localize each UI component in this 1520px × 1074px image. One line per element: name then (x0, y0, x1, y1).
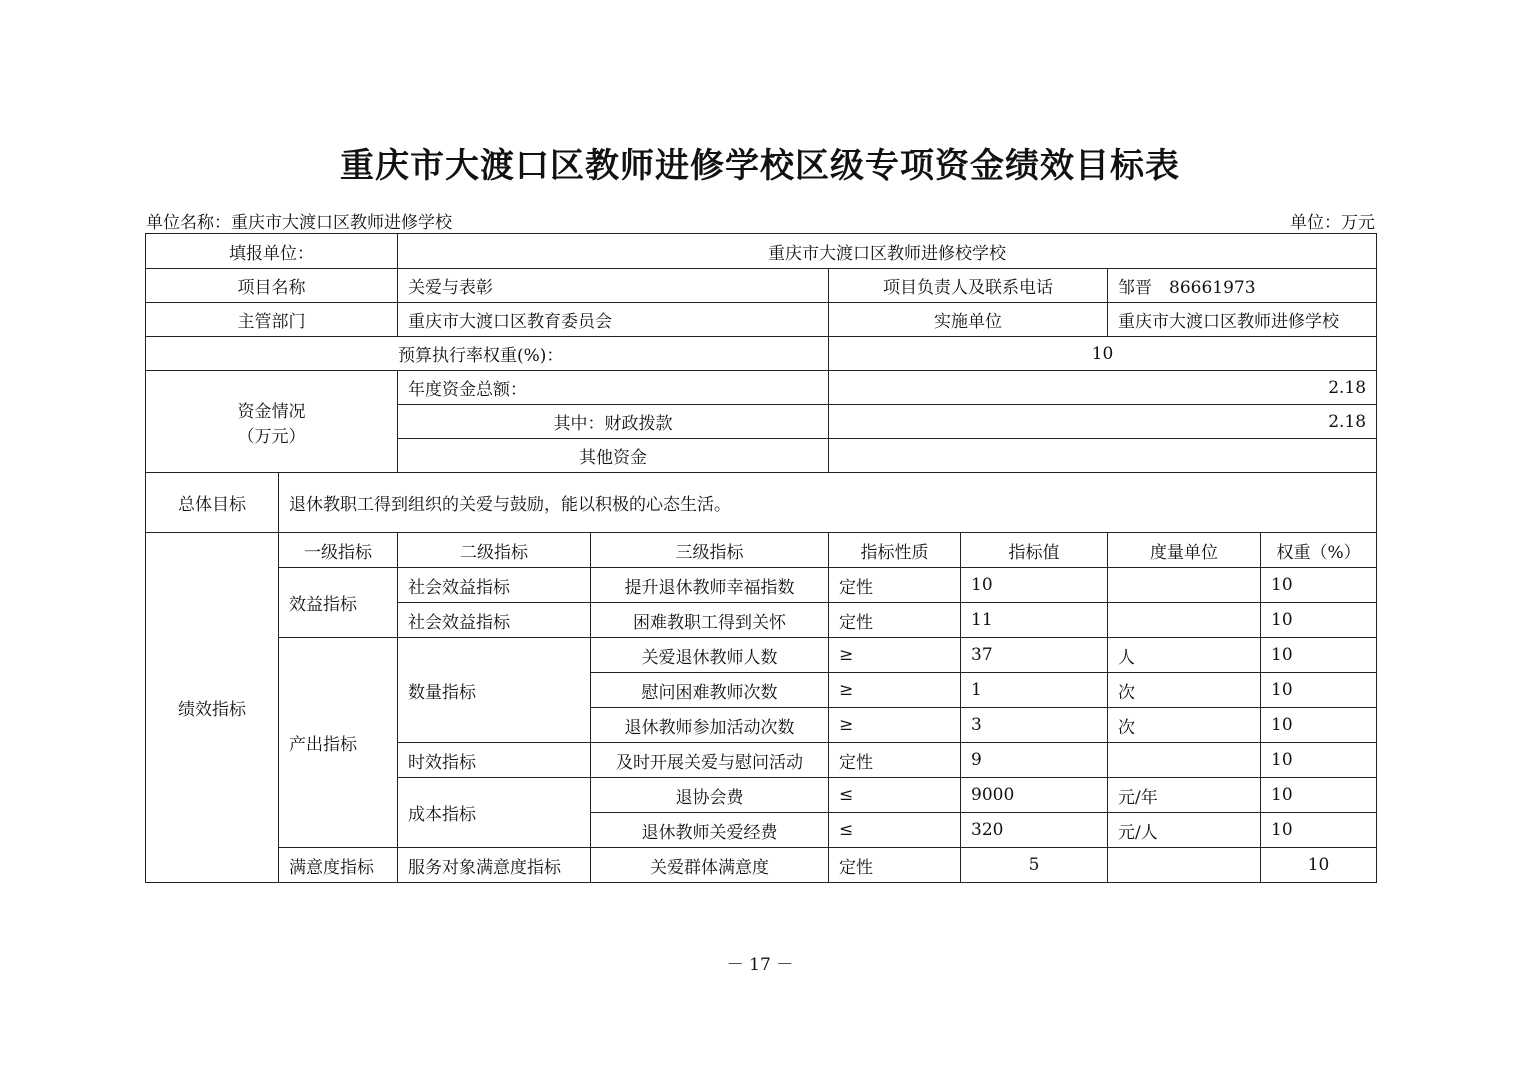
annual-total-label: 年度资金总额： (398, 371, 829, 405)
group-cost: 成本指标 (398, 778, 591, 848)
group-timeliness: 时效指标 (398, 743, 591, 778)
table-row (146, 371, 1377, 405)
other-label: 其他资金 (398, 439, 829, 473)
impl-label: 实施单位 (829, 303, 1108, 337)
l3-cell: 关爱退休教师人数 (591, 638, 829, 673)
performance-table (145, 233, 1377, 883)
value-cell: 11 (961, 603, 1108, 638)
header-cell: 权重（%） (1261, 533, 1377, 568)
l2-cell: 社会效益指标 (398, 568, 591, 603)
value-cell: 10 (961, 568, 1108, 603)
budget-rate-label: 预算执行率权重(%)： (146, 337, 829, 371)
nature-cell: ≥ (829, 638, 961, 673)
unit-name: 单位名称：重庆市大渡口区教师进修学校 (146, 213, 452, 233)
report-unit-value: 重庆市大渡口区教师进修校学校 (398, 234, 1377, 269)
page-title: 重庆市大渡口区教师进修学校区级专项资金绩效目标表 (340, 146, 1180, 186)
weight-cell: 10 (1261, 813, 1377, 848)
group-quantity: 数量指标 (398, 638, 591, 743)
impl-value: 重庆市大渡口区教师进修学校 (1108, 303, 1377, 337)
group-output: 产出指标 (279, 638, 398, 848)
table-row (146, 269, 1377, 303)
unit-cell: 次 (1108, 673, 1261, 708)
l2-cell: 服务对象满意度指标 (398, 848, 591, 883)
unit-cell (1108, 603, 1261, 638)
value-cell: 5 (961, 848, 1108, 883)
header-cell: 三级指标 (591, 533, 829, 568)
header-cell: 二级指标 (398, 533, 591, 568)
weight-cell: 10 (1261, 778, 1377, 813)
unit-cell (1108, 848, 1261, 883)
l3-cell: 困难教职工得到关怀 (591, 603, 829, 638)
dept-value: 重庆市大渡口区教育委员会 (398, 303, 829, 337)
nature-cell: ≤ (829, 778, 961, 813)
unit-cell: 元/人 (1108, 813, 1261, 848)
l3-cell: 慰问困难教师次数 (591, 673, 829, 708)
table-row (146, 303, 1377, 337)
l3-cell: 退协会费 (591, 778, 829, 813)
nature-cell: 定性 (829, 603, 961, 638)
perf-label: 绩效指标 (146, 533, 279, 883)
contact-label: 项目负责人及联系电话 (829, 269, 1108, 303)
fiscal-value: 2.18 (829, 405, 1377, 439)
unit-cell: 次 (1108, 708, 1261, 743)
header-cell: 一级指标 (279, 533, 398, 568)
value-cell: 1 (961, 673, 1108, 708)
contact-value: 邹晋 86661973 (1108, 269, 1377, 303)
nature-cell: 定性 (829, 568, 961, 603)
weight-cell: 10 (1261, 568, 1377, 603)
unit-cell: 人 (1108, 638, 1261, 673)
unit-cell (1108, 568, 1261, 603)
weight-cell: 10 (1261, 848, 1377, 883)
nature-cell: ≤ (829, 813, 961, 848)
weight-cell: 10 (1261, 673, 1377, 708)
fund-label-line2: （万元） (237, 426, 306, 447)
weight-cell: 10 (1261, 708, 1377, 743)
nature-cell: ≥ (829, 673, 961, 708)
header-row (146, 533, 1377, 568)
weight-cell: 10 (1261, 743, 1377, 778)
value-cell: 37 (961, 638, 1108, 673)
header-cell: 度量单位 (1108, 533, 1261, 568)
unit-cell (1108, 743, 1261, 778)
l2-cell: 社会效益指标 (398, 603, 591, 638)
l3-cell: 及时开展关爱与慰问活动 (591, 743, 829, 778)
overall-value: 退休教职工得到组织的关爱与鼓励，能以积极的心态生活。 (279, 473, 1377, 533)
project-name-label: 项目名称 (146, 269, 398, 303)
dept-label: 主管部门 (146, 303, 398, 337)
weight-cell: 10 (1261, 638, 1377, 673)
l3-cell: 关爱群体满意度 (591, 848, 829, 883)
header-cell: 指标性质 (829, 533, 961, 568)
table-row (146, 234, 1377, 269)
l3-cell: 提升退休教师幸福指数 (591, 568, 829, 603)
fund-label-line1: 资金情况 (237, 401, 306, 422)
value-cell: 9000 (961, 778, 1108, 813)
value-cell: 9 (961, 743, 1108, 778)
value-cell: 3 (961, 708, 1108, 743)
unit-cell: 元/年 (1108, 778, 1261, 813)
project-name-value: 关爱与表彰 (398, 269, 829, 303)
fund-label (146, 371, 398, 473)
table-row (146, 638, 1377, 673)
page-number: － 17 － (726, 955, 794, 975)
l3-cell: 退休教师参加活动次数 (591, 708, 829, 743)
nature-cell: 定性 (829, 743, 961, 778)
table-row (146, 848, 1377, 883)
table-row (146, 568, 1377, 603)
overall-label: 总体目标 (146, 473, 279, 533)
group-benefit: 效益指标 (279, 568, 398, 638)
group-satisfaction: 满意度指标 (279, 848, 398, 883)
nature-cell: 定性 (829, 848, 961, 883)
table-row (146, 337, 1377, 371)
value-cell: 320 (961, 813, 1108, 848)
report-unit-label: 填报单位： (146, 234, 398, 269)
annual-total-value: 2.18 (829, 371, 1377, 405)
nature-cell: ≥ (829, 708, 961, 743)
unit-label: 单位：万元 (1290, 213, 1375, 233)
fiscal-label: 其中：财政拨款 (398, 405, 829, 439)
table-row (146, 473, 1377, 533)
other-value (829, 439, 1377, 473)
budget-rate-value: 10 (829, 337, 1377, 371)
header-cell: 指标值 (961, 533, 1108, 568)
weight-cell: 10 (1261, 603, 1377, 638)
l3-cell: 退休教师关爱经费 (591, 813, 829, 848)
